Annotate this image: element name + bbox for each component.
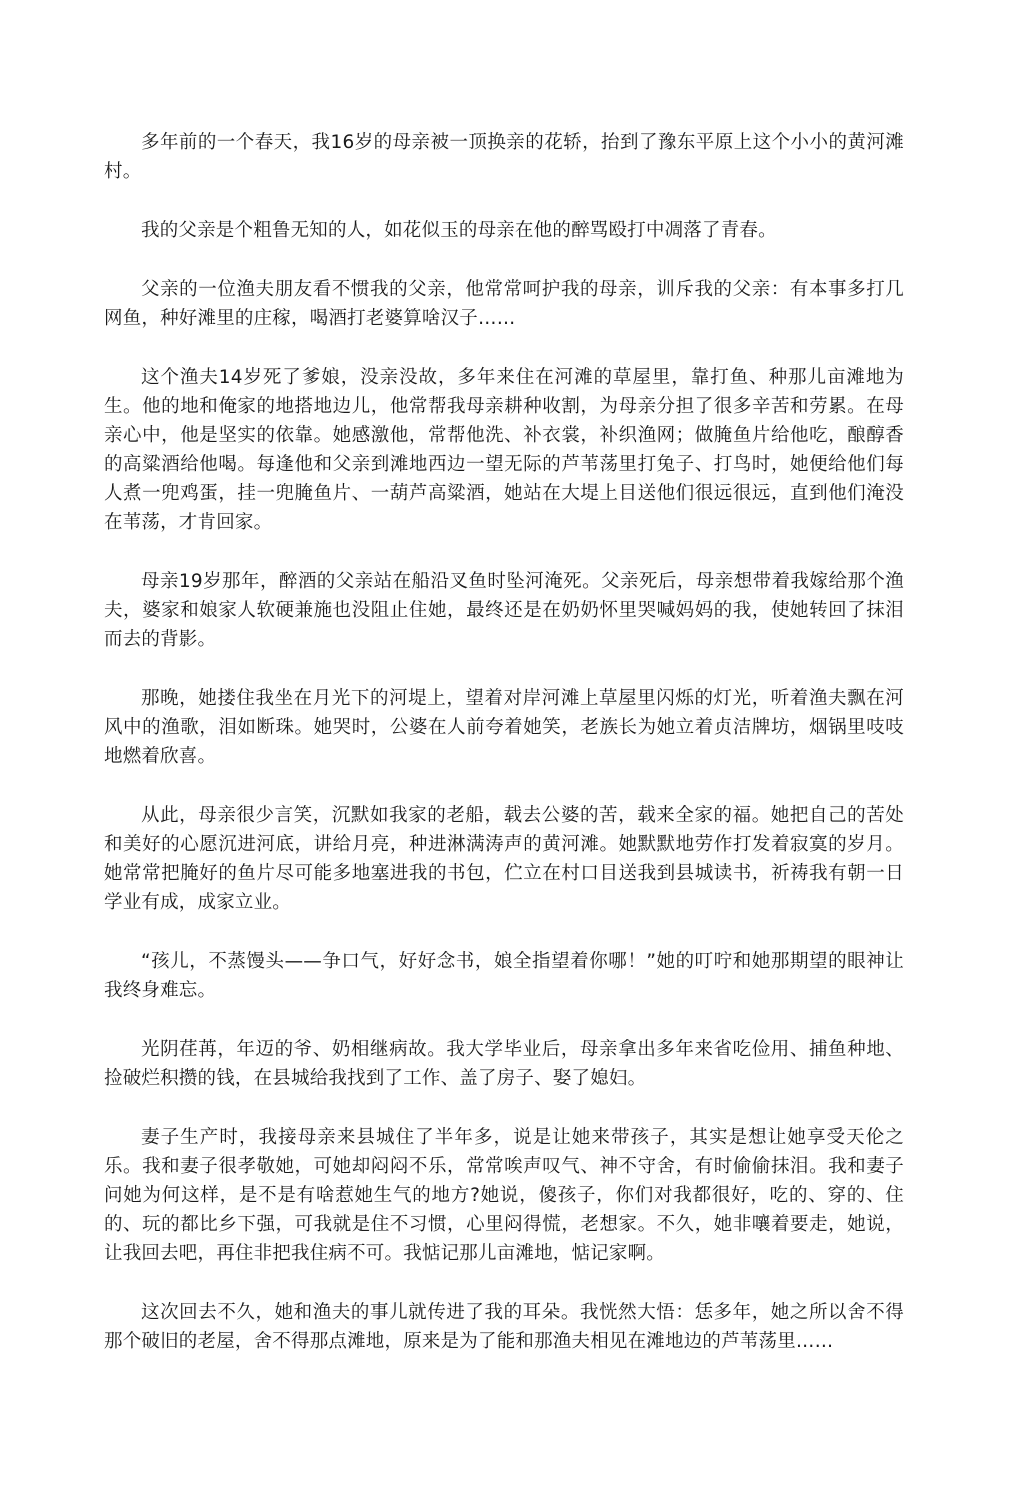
paragraph-7: 从此，母亲很少言笑，沉默如我家的老船，载去公婆的苦，载来全家的福。她把自己的苦处和美好的心愿沉进河底，讲给月亮，种进淋满涛声的黄河滩。她默默地劳作打发着寂寞的岁月。她常常把腌好的鱼片尽可能多地塞进我的书包，伫立在村口目送我到县城读书，祈祷我有朝一日学业有成，成家立业。 [104, 805, 904, 913]
paragraph-11: 这次回去不久，她和渔夫的事儿就传进了我的耳朵。我恍然大悟：恁多年，她之所以舍不得那个破旧的老屋，舍不得那点滩地，原来是为了能和那渔夫相见在滩地边的芦苇荡里…… [104, 1302, 904, 1352]
paragraph-8: “孩儿，不蒸馒头——争口气，好好念书，娘全指望着你哪！”她的叮咛和她那期望的眼神让我终身难忘。 [104, 951, 904, 1001]
paragraph-9: 光阴荏苒，年迈的爷、奶相继病故。我大学毕业后，母亲拿出多年来省吃俭用、捕鱼种地、捡破烂积攒的钱，在县城给我找到了工作、盖了房子、娶了媳妇。 [104, 1039, 904, 1089]
article-body [104, 128, 904, 1386]
paragraph-10: 妻子生产时，我接母亲来县城住了半年多，说是让她来带孩子，其实是想让她享受天伦之乐。我和妻子很孝敬她，可她却闷闷不乐，常常唉声叹气、神不守舍，有时偷偷抹泪。我和妻子问她为何这样，是不是有啥惹她生气的地方?她说，傻孩子，你们对我都很好，吃的、穿的、住的、玩的都比乡下强，可我就是住不习惯，心里闷得慌，老想家。不久，她非嚷着要走，她说，让我回去吧，再住非把我住病不可。我惦记那儿亩滩地，惦记家啊。 [104, 1127, 904, 1264]
paragraph-1: 多年前的一个春天，我16岁的母亲被一顶换亲的花轿，抬到了豫东平原上这个小小的黄河滩村。 [104, 132, 904, 182]
paragraph-4: 这个渔夫14岁死了爹娘，没亲没故，多年来住在河滩的草屋里，靠打鱼、种那儿亩滩地为生。他的地和俺家的地搭地边儿，他常帮我母亲耕种收割，为母亲分担了很多辛苦和劳累。在母亲心中，他是坚实的依靠。她感激他，常帮他洗、补衣裳，补织渔网；做腌鱼片给他吃，酿醇香的高粱酒给他喝。每逢他和父亲到滩地西边一望无际的芦苇荡里打兔子、打鸟时，她便给他们每人煮一兜鸡蛋，挂一兜腌鱼片、一葫芦高粱酒，她站在大堤上目送他们很远很远，直到他们淹没在苇荡，才肯回家。 [104, 367, 904, 533]
paragraph-2: 我的父亲是个粗鲁无知的人，如花似玉的母亲在他的醉骂殴打中凋落了青春。 [141, 220, 777, 241]
paragraph-5: 母亲19岁那年，醉酒的父亲站在船沿叉鱼时坠河淹死。父亲死后，母亲想带着我嫁给那个渔夫，婆家和娘家人软硬兼施也没阻止住她，最终还是在奶奶怀里哭喊妈妈的我，使她转回了抹泪而去的背影。 [104, 571, 904, 650]
paragraph-3: 父亲的一位渔夫朋友看不惯我的父亲，他常常呵护我的母亲，训斥我的父亲：有本事多打几网鱼，种好滩里的庄稼，喝酒打老婆算啥汉子…… [104, 279, 904, 329]
paragraph-6: 那晚，她搂住我坐在月光下的河堤上，望着对岸河滩上草屋里闪烁的灯光，听着渔夫飘在河风中的渔歌，泪如断珠。她哭时，公婆在人前夸着她笑，老族长为她立着贞洁牌坊，烟锅里吱吱地燃着欣喜。 [104, 688, 904, 767]
